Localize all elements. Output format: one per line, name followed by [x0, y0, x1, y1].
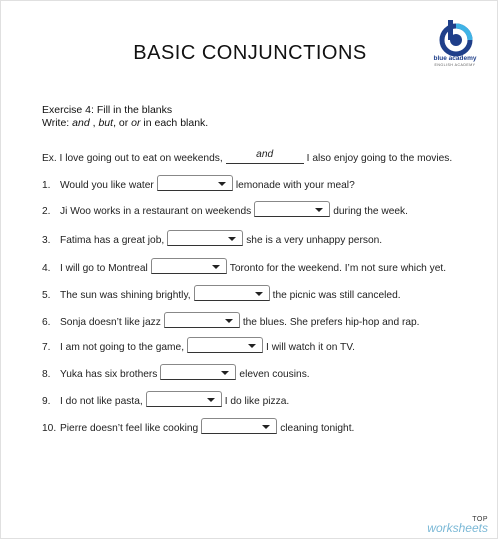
answer-dropdown-6[interactable] [164, 312, 240, 328]
item-text-after: lemonade with your meal? [235, 180, 355, 191]
word-but: but [98, 117, 114, 129]
dropdown-value [188, 338, 191, 349]
item-number: 4. [42, 263, 51, 274]
item-text-after: she is a very unhappy person. [246, 235, 383, 246]
logo-tagline: ENGLISH ACADEMY [434, 63, 476, 67]
chevron-down-icon [255, 292, 263, 296]
chevron-down-icon [225, 319, 233, 323]
item-text-after: the blues. She prefers hip-hop and rap. [242, 317, 420, 328]
item-number: 10. [42, 423, 57, 434]
answer-dropdown-9[interactable] [146, 391, 222, 407]
exercise-item-9 [42, 389, 289, 407]
answer-dropdown-7[interactable] [187, 337, 263, 353]
item-text-before: The sun was shining brightly, [60, 290, 191, 301]
dropdown-value [158, 176, 161, 187]
chevron-down-icon [212, 265, 220, 269]
exercise-item-6 [42, 310, 420, 328]
dropdown-value [195, 286, 198, 297]
chevron-down-icon [248, 344, 256, 348]
exercise-item-7 [42, 335, 355, 353]
chevron-down-icon [221, 371, 229, 375]
chevron-down-icon [218, 182, 226, 186]
instructions [42, 104, 208, 130]
item-text-before: I will go to Montreal [60, 263, 148, 274]
dropdown-value [152, 259, 155, 270]
dropdown-value [255, 202, 258, 213]
answer-dropdown-4[interactable] [151, 258, 227, 274]
dropdown-value [202, 419, 205, 430]
footer-top: TOP [472, 516, 488, 523]
logo-name: blue academy [433, 55, 477, 62]
item-number: 9. [42, 396, 51, 407]
page-title: BASIC CONJUNCTIONS [133, 42, 367, 64]
item-text-after: I do like pizza. [224, 396, 290, 407]
item-text-before: I do not like pasta, [60, 396, 143, 407]
exercise-item-2 [42, 199, 408, 217]
item-text-after: cleaning tonight. [280, 423, 355, 434]
exercise-item-10 [42, 416, 354, 434]
answer-dropdown-3[interactable] [167, 230, 243, 246]
item-number: 7. [42, 342, 51, 353]
example-answer: and [226, 149, 304, 164]
dropdown-value [165, 313, 168, 324]
example-sentence [42, 146, 452, 164]
item-text-after: during the week. [333, 206, 408, 217]
exercise-item-3 [42, 228, 382, 246]
dropdown-value [168, 231, 171, 242]
item-number: 6. [42, 317, 51, 328]
item-text-before: Would you like water [60, 180, 154, 191]
answer-dropdown-8[interactable] [160, 364, 236, 380]
item-number: 1. [42, 180, 51, 191]
footer-brand: worksheets [427, 521, 488, 535]
item-text-before: Fatima has a great job, [60, 235, 165, 246]
item-text-before: Sonja doesn’t like jazz [60, 317, 161, 328]
exercise-item-8 [42, 362, 310, 380]
example-suffix: I also enjoy going to the movies. [306, 153, 453, 164]
item-text-before: Pierre doesn’t feel like cooking [60, 423, 199, 434]
exercise-item-1 [42, 173, 355, 191]
dropdown-value [161, 365, 164, 376]
chevron-down-icon [262, 425, 270, 429]
item-number: 5. [42, 290, 51, 301]
answer-dropdown-10[interactable] [201, 418, 277, 434]
dropdown-value [147, 392, 150, 403]
answer-dropdown-1[interactable] [157, 175, 233, 191]
exercise-heading: Exercise 4: Fill in the blanks [42, 104, 173, 116]
top-worksheets-logo [427, 516, 488, 535]
item-text-before: I am not going to the game, [60, 342, 185, 353]
chevron-down-icon [315, 208, 323, 212]
answer-dropdown-2[interactable] [254, 201, 330, 217]
item-number: 2. [42, 206, 51, 217]
example-prefix: Ex. I love going out to eat on weekends, [42, 153, 223, 164]
item-text-before: Ji Woo works in a restaurant on weekends [60, 206, 252, 217]
item-text-before: Yuka has six brothers [60, 369, 158, 380]
exercise-directions: Write: and , but, or or in each blank. [42, 117, 209, 129]
word-or: or [131, 117, 141, 129]
item-number: 8. [42, 369, 51, 380]
answer-dropdown-5[interactable] [194, 285, 270, 301]
item-text-after: I will watch it on TV. [266, 342, 355, 353]
item-text-after: the picnic was still canceled. [272, 290, 401, 301]
exercise-item-4 [42, 256, 446, 274]
exercise-item-5 [42, 283, 401, 301]
item-text-after: eleven cousins. [239, 369, 310, 380]
word-and: and [72, 117, 90, 129]
chevron-down-icon [207, 398, 215, 402]
item-number: 3. [42, 235, 51, 246]
chevron-down-icon [228, 237, 236, 241]
item-text-after: Toronto for the weekend. I’m not sure which yet. [229, 263, 447, 274]
